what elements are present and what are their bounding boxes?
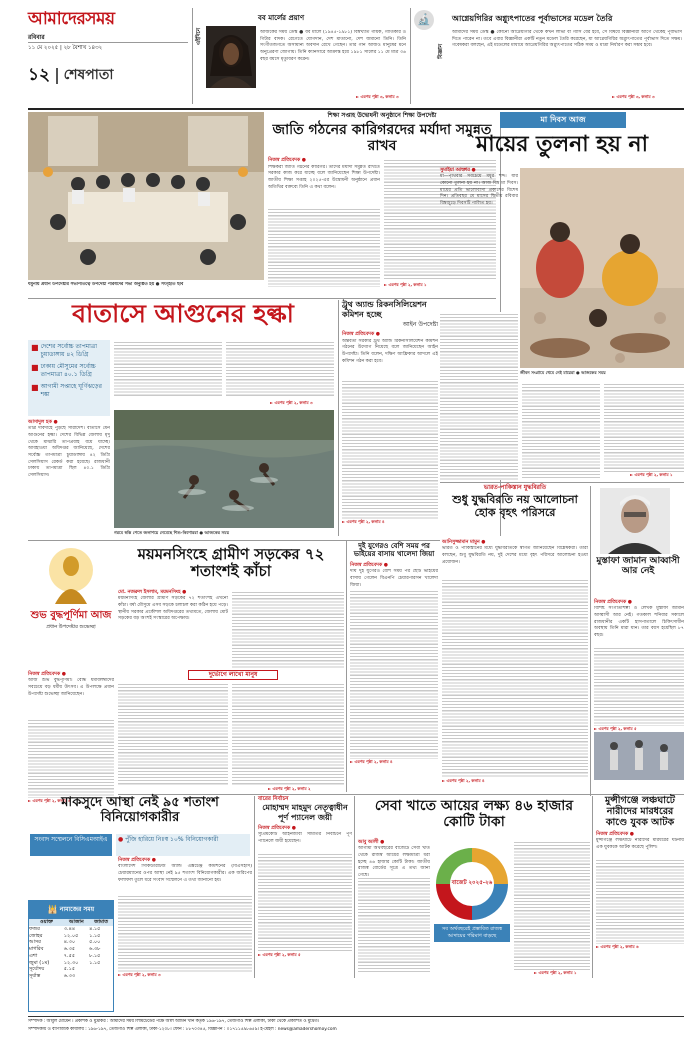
sec-tag2-text: পুঁজি হারিয়ে নিঃস্ব ১০% বিনিয়োগকারী <box>125 836 219 843</box>
top-box2-text: আমাদের সময় ডেস্ক ● কোনো আগ্নেয়গিরি থেকে কখন লাভা বা গ্যাস বের হবে, সে বিষয়ে বিজ্ঞানীরা আগে থেকেই পূর্বাভাস দিতে পারেন না। তবে এবার বিজ্ঞানীরা একটি নতুন মডেল তৈরি করেছেন, যা আগ্নেয়গিরির অগ্ন্যুৎপাতের পূর্বাভাস দিতে সক্ষম। গবেষকরা বলছেন, এই মডেলের মাধ্যমে আগ্নেয়গিরির অগ্ন্যুৎপাতের সঠিক সময় ও মাত্রা নির্ধারণ করা সম্ভব হবে। <box>452 30 682 49</box>
jump: ► এরপর পৃষ্ঠা ২, কলাম ৬ <box>28 798 71 804</box>
masthead <box>28 8 188 88</box>
heat-caption: গরমে স্বস্তি পেতে জলাশয়ে নেমেছে শিশু-কিশোররা ● আজকের সময় <box>114 530 230 535</box>
jump: ► এরপর পৃষ্ঠা ৩, কলাম ৩ <box>356 94 399 99</box>
mother-label: মা দিবস আজ <box>500 112 626 128</box>
mother-caption: জীবন সংগ্রামে থেমে নেই মায়েরা ● আজকের সময় <box>520 370 606 375</box>
heat-text: তীব্র দাবদাহে পুড়ছে সারাদেশ। বাতাসে যেন আগুনের হল্কা। দেশের বিভিন্ন জেলায় মৃদু থেকে মাঝারি তাপপ্রবাহ বয়ে যাচ্ছে। আবহাওয়া অধিদপ্তর জানিয়েছে, দেশের সর্বোচ্চ তাপমাত্রা চুয়াডাঙ্গায় ৪২ ডিগ্রি সেলসিয়াস রেকর্ড করা হয়েছে। রাজধানী ঢাকায় তাপমাত্রা ছিল ৪০.১ ডিগ্রি সেলসিয়াস। <box>28 426 110 479</box>
footer-line2: সম্পাদকীয় ও বাণিজ্যিক কার্যালয় : ১৯৬-১৯৭, তেজগাঁও শিল্প এলাকা, ঢাকা-১২০৮। ফোন : ৮৮৭০৩৪৫, বিজ্ঞাপন : ০১৭১১৫৯৮৬৫৯। ই-মেইল : news@amadershomoy.com <box>28 1027 337 1032</box>
mother-byline: সুমাইয়া আক্তার ● <box>440 168 476 173</box>
meeting-photo <box>28 112 264 280</box>
prayer-row: আসর ৪.৩০ ৫.০০ <box>29 939 101 946</box>
issue-date: ১১ মে ২০২৫ | ২৮ বৈশাখ ১৪৩২ <box>28 45 103 52</box>
road-story <box>118 590 344 790</box>
jump: ► এরপর পৃষ্ঠা ২, কলাম ৫ <box>594 726 637 732</box>
road-sub: দুর্ভোগে লাখো মানুষ <box>188 670 278 680</box>
indo-kicker: ভারত-পাকিস্তান যুদ্ধবিরতি <box>483 484 547 491</box>
jump: ► এরপর পৃষ্ঠা ২, কলাম ৫ <box>258 952 301 958</box>
obit-name: মুস্তাফা জামান আব্বাসী আর নেই <box>596 556 680 577</box>
portrait-photo <box>206 26 256 88</box>
buddha-sub: প্রধান উপদেষ্টার শুভেচ্ছা <box>46 623 96 630</box>
jump: ► এরপর পৃষ্ঠা ২, কলাম ৪ <box>442 778 485 784</box>
jia-byline: নিজস্ব প্রতিবেদক ● <box>350 562 388 568</box>
page-name: শেষপাতা <box>63 67 114 84</box>
heat-col1 <box>28 420 110 540</box>
mosque-icon: 🕌 <box>47 904 58 914</box>
jump: ► এরপর পৃষ্ঠা ২, কলাম ১ <box>534 970 577 975</box>
sec-text: বাংলাদেশ সিকিউরিটিজ অ্যান্ড এক্সচেঞ্জ কমিশনের (বিএসইসি) চেয়ারম্যানের ওপর আস্থা নেই ৯৫ শতাংশ বিনিয়োগকারীর। এক জরিপের ফলাফল তুলে ধরে সংবাদ সম্মেলনে এ তথ্য জানানো হয়। <box>118 864 252 883</box>
footer-line1: সম্পাদক : আবুল মোমেন । প্রকাশক ও মুদ্রাকর : আমাদের সময় লিমিটেডের পক্ষে আল আমিন খান কর্তৃক ১৯৬-১৯৭, তেজগাঁও শিল্প এলাকা, ঢাকা থেকে প্রকাশিত ও মুদ্রিত। <box>28 1019 320 1024</box>
sun-row: সূর্যাস্ত ৬.৩৩ <box>29 973 76 979</box>
mother-headline: মায়ের তুলনা হয় না <box>476 131 648 157</box>
indo-text: ভারত ও পাকিস্তানের মধ্যে যুদ্ধবিরতিকে স্বাগত জানিয়েছেন বিশ্লেষকরা। তারা বলছেন, শুধু যুদ্ধবিরতি নয়, দুই দেশের মধ্যে বৃহৎ পরিসরে আলোচনা হওয়া প্রয়োজন। <box>442 546 588 565</box>
buddha-byline: নিজস্ব প্রতিবেদক ● <box>28 672 66 677</box>
buddha-image <box>28 544 114 608</box>
page-number: ১২ <box>28 65 51 86</box>
mother-text: মা—পৃথিবীর সবচেয়ে মধুর শব্দ। যার কোনো তুলনা হয় না। আজ বিশ্ব মা দিবস। মায়ের প্রতি ভালোবাসা প্রকাশের বিশেষ দিন। প্রতিবছর মে মাসের দ্বিতীয় রবিবার বিশ্বজুড়ে দিবসটি পালিত হয়। <box>440 174 518 207</box>
road-headline: ময়মনসিংহে গ্রামীণ সড়কের ৭২ শতাংশই কাঁচা <box>137 545 325 581</box>
mother-photo <box>520 168 684 368</box>
truth-commission <box>342 300 438 536</box>
buddha-purnima <box>28 544 114 670</box>
jump: ► এরপর পৃষ্ঠা ২, কলাম ২ <box>268 786 311 791</box>
prayer-row: ফজর ৩.৪৪ ৪.১৫ <box>29 925 101 932</box>
munshi-headline: মুন্সীগঞ্জে লঞ্চঘাটে নারীদের মারধরের কাণ্ডে যুবক আটক <box>605 795 675 828</box>
top-box2-title: আগ্নেয়গিরির অগ্ন্যুৎপাতের পূর্বাভাসের মডেল তৈরি <box>452 14 613 23</box>
obit-text: বিশিষ্ট সংগীতশিল্পী ও লেখক মুস্তাফা জামান আব্বাসী আর নেই। গতকাল শনিবার সকালে রাজধানীর একটি হাসপাতালে চিকিৎসাধীন অবস্থায় তিনি মারা যান। তার বয়স হয়েছিল ৮৭ বছর। <box>594 606 684 639</box>
jia-title: দুই যুগেরও বেশি সময় পর ভাইয়ের বাসায় খালেদা জিয়া <box>353 542 435 559</box>
jump: ► এরপর পৃষ্ঠা ২, কলাম ৩ <box>270 400 313 405</box>
prayer-row: এশা ৭.৫৫ ৮.১৫ <box>29 952 101 959</box>
budget-badge <box>436 848 508 920</box>
buddha-text: আজ শুভ বুদ্ধপূর্ণিমা। বৌদ্ধ ধর্মাবলম্বীদের সবচেয়ে বড় ধর্মীয় উৎসব। এ উপলক্ষে প্রধান উপদেষ্টা শুভেচ্ছা জানিয়েছেন। <box>28 678 114 697</box>
sec-byline: নিজস্ব প্রতিবেদক ● <box>118 858 156 863</box>
buddha-title: শুভ বুদ্ধপূর্ণিমা আজ <box>30 610 112 621</box>
prayer-row: জোহর ১২.০৫ ১.১৫ <box>29 932 101 939</box>
prayer-row: জুমা (১ম) ১২.৩০ ১.১৫ <box>29 959 101 966</box>
prayer-table <box>29 919 113 980</box>
bullet-1: দেশের সর্বোচ্চ তাপমাত্রা চুয়াডাঙ্গায় ৪২ ডিগ্রি <box>40 343 98 359</box>
jump: ► এরপর পৃষ্ঠা ৩, কলাম ৩ <box>612 94 655 99</box>
road-text: ময়মনসিংহ জেলার গ্রামীণ সড়কের ৭২ শতাংশই এখনো কাঁচা। বর্ষা মৌসুমে এসব সড়কে চলাচল করা কঠিন হয়ে পড়ে। স্থানীয় সরকার প্রকৌশল অধিদপ্তরের তথ্যমতে, জেলায় মোট সড়কের বড় অংশই সংস্কারের অপেক্ষায়। <box>118 596 228 622</box>
prayer-header: ওয়াক্ত <box>39 919 53 925</box>
sun-row: সূর্যোদয় ৫.১৫ <box>29 966 76 973</box>
bullet-2: ঢাকায় মৌসুমের সর্বোচ্চ তাপমাত্রা ৪০.১ ডিগ্রি <box>40 363 96 379</box>
jump: ► এরপর পৃষ্ঠা ২, কলাম ১ <box>630 472 673 477</box>
heat-byline: আসাদুল হক ● <box>28 420 58 425</box>
tax-story <box>358 840 590 978</box>
sec-tag2: ● পুঁজি হারিয়ে নিঃস্ব ১০% বিনিয়োগকারী <box>116 834 250 856</box>
prayer-title: নামাজের সময় <box>59 905 95 913</box>
side-label: বিজ্ঞান <box>438 44 444 59</box>
bar-kicker: বারের নির্বাচন <box>258 796 289 802</box>
truth-text: অন্তর্বর্তী সরকার ট্রুথ অ্যান্ড রিকনসিলিয়েশন কমিশন গঠনের উদ্যোগ নিয়েছে বলে জানিয়েছেন আইন উপদেষ্টা। তিনি বলেন, দক্ষিণ আফ্রিকার আদলে এই কমিশন গঠন করা হবে। <box>342 338 438 364</box>
top-box-bob-marley <box>196 8 408 104</box>
obit-body <box>594 600 684 730</box>
lead-text: শিক্ষকরা জাতি গঠনের কারিগর। তাদের মর্যাদা সমুন্নত রাখতে সরকার কাজ করে যাচ্ছে বলে জানিয়েছেন শিক্ষা উপদেষ্টা। জাতীয় শিক্ষা সপ্তাহ ২০২৫-এর উদ্বোধনী অনুষ্ঠানে প্রধান অতিথির বক্তব্যে তিনি এ কথা বলেন। <box>268 164 380 190</box>
obit-photo <box>600 488 670 554</box>
jump: ► এরপর পৃষ্ঠা ২, কলাম ৪ <box>350 759 393 765</box>
bar-byline: নিজস্ব প্রতিবেদক ● <box>258 825 296 831</box>
side-label: এইদিনে <box>196 28 202 46</box>
top-box1-text: আজকের সময় ডেস্ক ● বব মার্লে (১৯৪৫-১৯৮১) বিশ্বখ্যাত গায়ক, গীতিকার ও গিটার বাদক। রেগেতে যোগদান, দেশ মাতানো, দেশ জমানো তিনি। তিনি সংগীতজগতে অসামান্য অবদান রেখে গেছেন। তার গান আজও মানুষের মনে অনুপ্রেরণা জোগায়। তিনি ক্যানসারে আক্রান্ত হয়ে ১৯৮১ সালের ১১ মে মাত্র ৩৬ বছর বয়সে মৃত্যুবরণ করেন। <box>260 30 406 62</box>
bullet-3: আগামী সপ্তাহে ঘূর্ণিঝড়ের শঙ্কা <box>40 383 102 399</box>
dance-photo <box>594 732 684 780</box>
truth-byline: নিজস্ব প্রতিবেদক ● <box>342 332 380 338</box>
bar-title: মোহাম্মদ মাহমুদ নেতৃত্বাধীন পূর্ণ প্যানেল জয়ী <box>262 803 348 823</box>
buddha-story <box>28 672 114 804</box>
munshi-text: মুন্সীগঞ্জে লঞ্চঘাটে নারীদের মারধরের ঘটনায় এক যুবককে আটক করেছে পুলিশ। <box>596 838 684 850</box>
jia-text: দীর্ঘ দুই যুগেরও বেশি সময় পর ছোট ভাইয়ের বাসায় গেলেন বিএনপি চেয়ারপারসন খালেদা জিয়া। <box>350 569 438 588</box>
bar-election <box>258 796 352 978</box>
khaleda <box>350 542 438 792</box>
tax-headline: সেবা খাতে আয়ের লক্ষ্য ৪৬ হাজার কোটি টাকা <box>374 798 574 831</box>
microscope-icon: 🔬 <box>414 10 434 30</box>
bar-text: সুপ্রিমকোর্ট আইনজীবী সমিতির নির্বাচনে পূর্ণ প্যানেলে জয়ী হয়েছেন। <box>258 832 352 844</box>
badge-text: সব অর্থবছরেই প্রস্তাবিত রাজস্ব আদায়ের পরিমাণ বাড়ছে <box>434 924 510 942</box>
jump: ► এরপর পৃষ্ঠা ২, কলাম ৩ <box>118 972 161 978</box>
lead-headline: জাতি গঠনের কারিগরদের মর্যাদা সমুন্নত রাখব <box>272 122 492 155</box>
indo-byline: আনিসুজ্জামান মামুন ● <box>442 540 486 545</box>
tax-text: আগামী অর্থবছরের বাজেটে সেবা খাত থেকে রাজস্ব আয়ের লক্ষ্যমাত্রা ধরা হচ্ছে ৪৬ হাজার কোটি টাকা। জাতীয় রাজস্ব বোর্ডের সূত্রে এ তথ্য জানা গেছে। <box>358 846 430 877</box>
prayer-header: আজান <box>69 919 84 925</box>
prayer-box <box>28 900 114 1012</box>
sec-headline: মাকসুদে আস্থা নেই ৯৫ শতাংশ বিনিয়োগকারীর <box>61 795 219 825</box>
tax-byline: আবু আলী ● <box>358 840 385 845</box>
lead-kicker: শিক্ষা সপ্তাহ উদ্বোধনী অনুষ্ঠানে শিক্ষা উপদেষ্টা <box>327 112 437 119</box>
indo-headline: শুধু যুদ্ধবিরতি নয় আলোচনা হোক বৃহৎ পরিসরে <box>452 493 578 519</box>
lead-byline: নিজস্ব প্রতিবেদক ● <box>268 158 306 164</box>
jump: ► এরপর পৃষ্ঠা ২, কলাম ৪ <box>342 518 385 524</box>
swimming-photo <box>114 410 334 528</box>
munshiganj <box>596 796 684 978</box>
heat-bullets: ■ দেশের সর্বোচ্চ তাপমাত্রা চুয়াডাঙ্গায় ৪২ ডিগ্রি ■ ঢাকায় মৌসুমের সর্বোচ্চ তাপমাত্রা ৪০.১ ডিগ্রি ■ আগামী সপ্তাহে ঘূর্ণিঝড়ের শঙ্কা <box>28 340 110 416</box>
jump: ► এরপর পৃষ্ঠা ২, কলাম ৬ <box>596 944 639 950</box>
jump: ► এরপর পৃষ্ঠা ২, কলাম ১ <box>384 282 427 288</box>
india-pakistan <box>440 484 590 536</box>
logo: আমাদেরসময় <box>28 9 115 29</box>
road-byline: মো. নজরুল ইসলাম, ময়মনসিংহ ● <box>118 590 187 595</box>
badge-title: বাজেট ২০২৫-২৬ <box>451 880 493 887</box>
prayer-header: জামাত <box>94 919 108 925</box>
issue-day: রবিবার <box>28 33 45 41</box>
top-box1-title: বব মার্লের প্রয়াণ <box>258 14 305 22</box>
photo-caption: যমুনায় প্রধান উপদেষ্টার সভাপতিত্বে উপদেষ্টা পরিষদের সভা অনুষ্ঠিত হয় ● সংগৃহীত ছবি <box>28 282 184 287</box>
obit-byline: নিজস্ব প্রতিবেদক ● <box>594 600 632 605</box>
prayer-row: মাগরিব ৬.৩৫ ৬.৩৮ <box>29 946 101 952</box>
truth-sub: আইন উপদেষ্টা <box>402 321 438 329</box>
munshi-byline: নিজস্ব প্রতিবেদক ● <box>596 831 634 837</box>
sec-tag1: সংবাদ সম্মেলনে বিসিএমআইএ <box>30 834 112 856</box>
sec-story <box>118 858 252 978</box>
top-box-volcano <box>412 8 684 104</box>
truth-title: ট্রুথ অ্যান্ড রিকনসিলিয়েশন কমিশন হচ্ছে <box>342 300 427 319</box>
mother-day <box>440 112 684 480</box>
indo-body <box>442 540 588 790</box>
heat-headline: বাতাসে আগুনের হল্কা <box>72 299 294 328</box>
